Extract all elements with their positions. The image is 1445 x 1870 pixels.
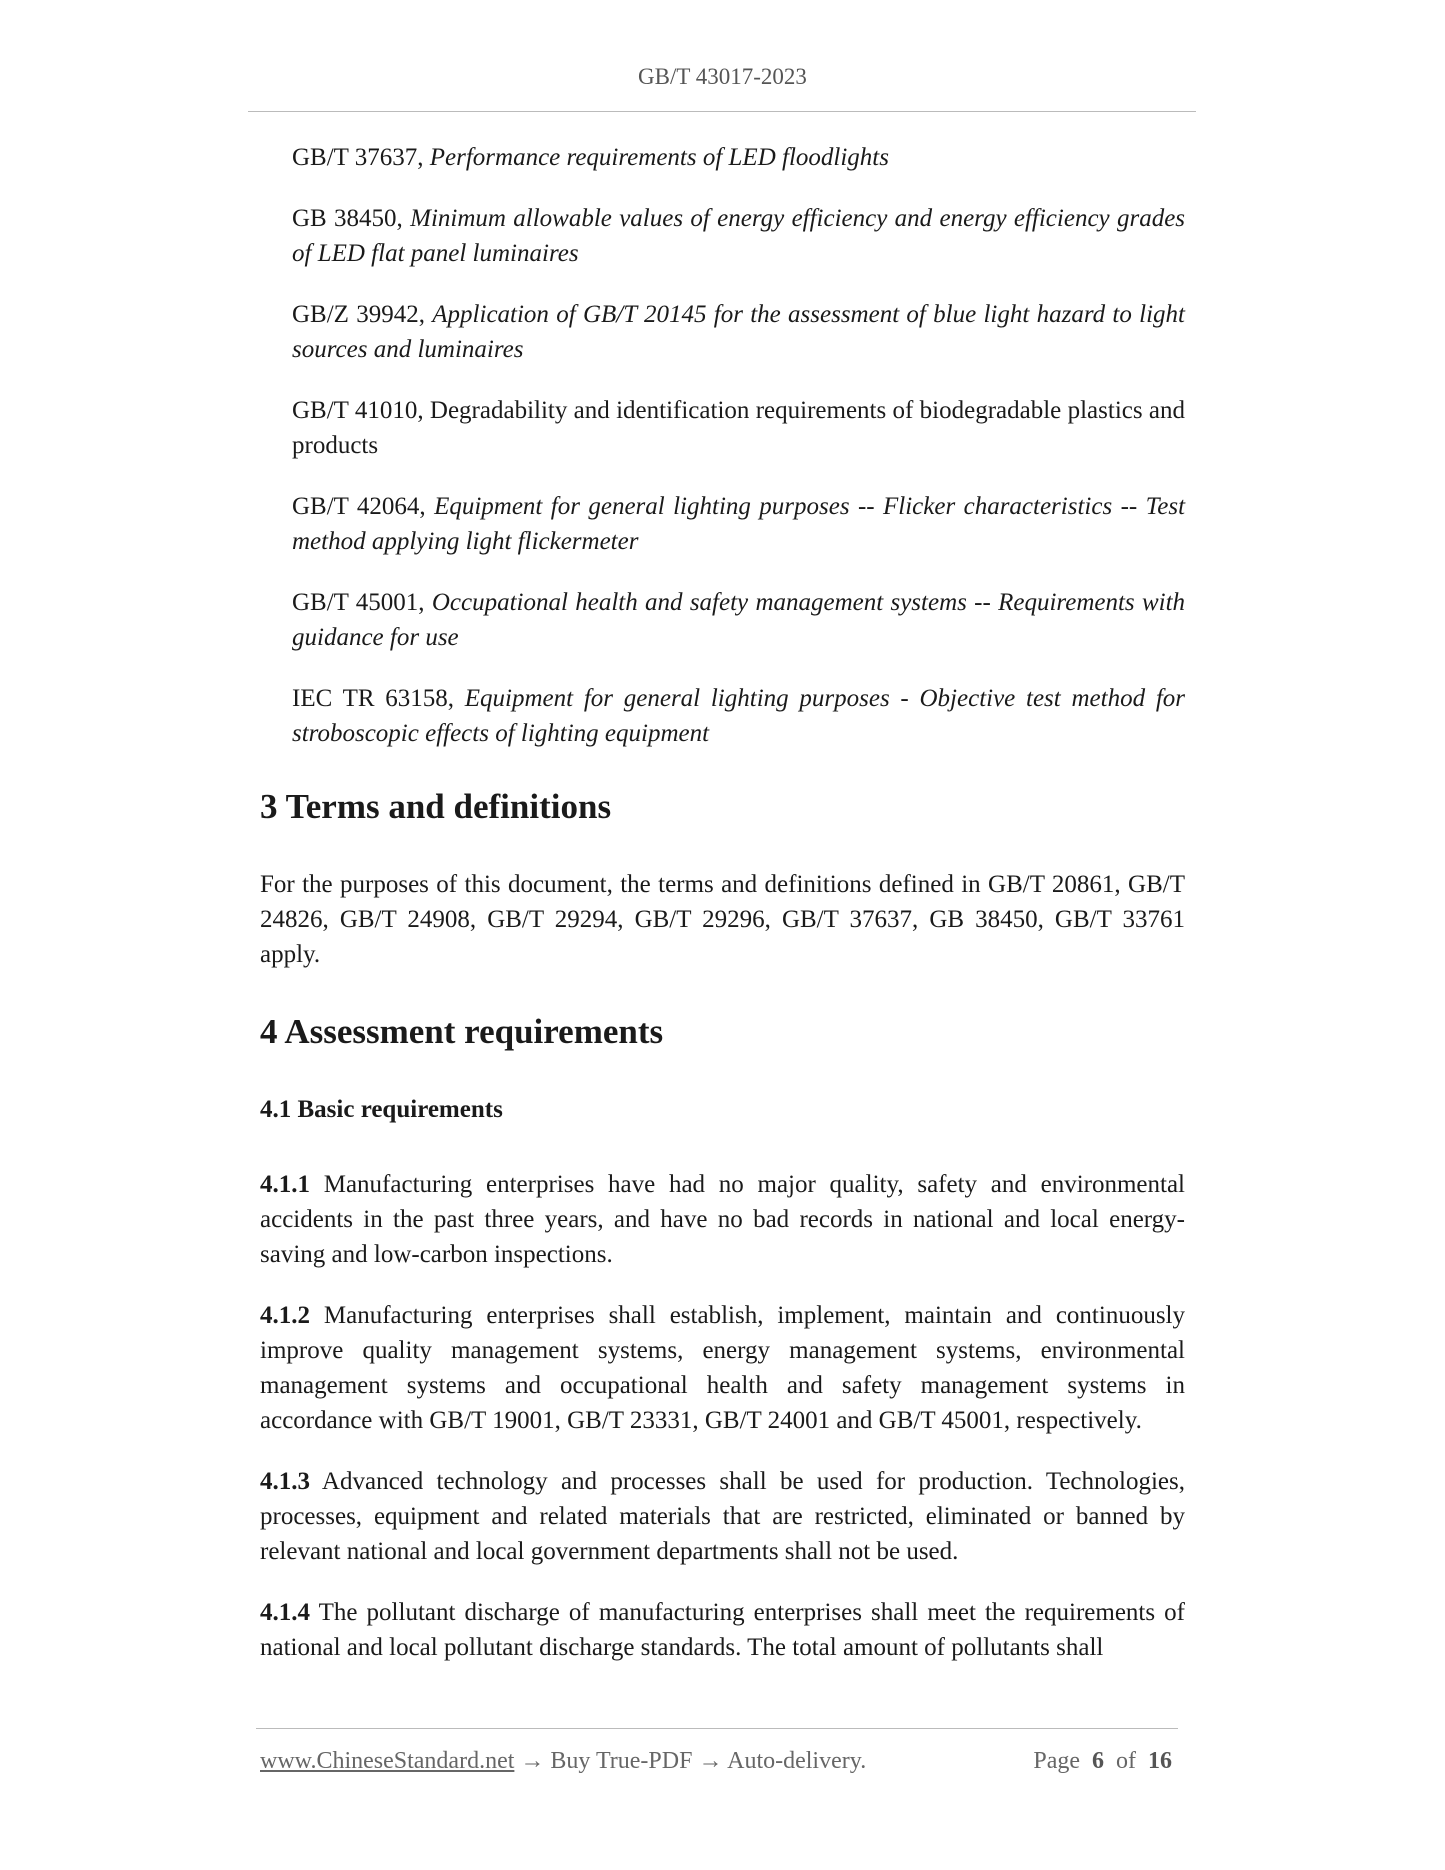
website-link[interactable]: www.ChineseStandard.net (260, 1748, 515, 1774)
reference-code: GB/Z 39942, (292, 301, 425, 328)
reference-item (292, 585, 1185, 655)
clause-number: 4.1.4 (260, 1599, 310, 1626)
reference-title: Equipment for general lighting purposes - Objective test method for stroboscopic effects of lighting equipment (292, 685, 1186, 747)
clause-item (260, 1595, 1185, 1665)
reference-code: GB/T 37637, (292, 144, 424, 171)
clause-text: Manufacturing enterprises have had no major quality, safety and environmental accidents in the past three years, and have no bad records in national and local energy-saving and low-carbon inspections. (260, 1171, 1185, 1268)
page-indicator (1033, 1748, 1172, 1775)
section-3-heading: 3 Terms and definitions (260, 787, 612, 826)
section-3-text: For the purposes of this document, the terms and definitions defined in GB/T 20861, GB/T 24826, GB/T 24908, GB/T 29294, GB/T 29296, GB/T 37637, GB 38450, GB/T 33761 apply. (260, 871, 1185, 968)
clause-text: Advanced technology and processes shall be used for production. Technologies, processes, equipment and related materials that are restricted, eliminated or banned by relevant national and local government departments shall not be used. (260, 1468, 1185, 1565)
reference-title: Degradability and identification requirements of biodegradable plastics and products (292, 397, 1186, 459)
footer-divider (256, 1728, 1178, 1729)
reference-item (292, 489, 1185, 559)
page-body (260, 140, 1185, 1691)
of-label: of (1116, 1748, 1136, 1774)
reference-item (292, 140, 1185, 175)
footer-promo-text: → Buy True-PDF → Auto-delivery. (514, 1748, 867, 1774)
section-4-heading: 4 Assessment requirements (260, 1012, 664, 1051)
reference-item (292, 201, 1185, 271)
page-total: 16 (1148, 1748, 1172, 1774)
clause-number: 4.1.3 (260, 1468, 310, 1495)
clause-number: 4.1.2 (260, 1302, 310, 1329)
reference-item (292, 297, 1185, 367)
reference-title: Performance requirements of LED floodlights (429, 144, 889, 171)
reference-code: GB/T 45001, (292, 589, 425, 616)
reference-title: Application of GB/T 20145 for the assessment of blue light hazard to light sources and luminaires (292, 301, 1185, 363)
subsection-4-1-heading: 4.1 Basic requirements (260, 1096, 503, 1123)
reference-list (260, 140, 1185, 751)
clause-list (260, 1167, 1185, 1665)
clause-item (260, 1298, 1185, 1438)
reference-title: Occupational health and safety management systems -- Requirements with guidance for use (292, 589, 1186, 651)
reference-title: Minimum allowable values of energy efficiency and energy efficiency grades of LED flat panel luminaires (292, 205, 1186, 267)
reference-item (292, 681, 1185, 751)
clause-number: 4.1.1 (260, 1171, 310, 1198)
page-number: 6 (1092, 1748, 1104, 1774)
reference-item (292, 393, 1185, 463)
reference-code: IEC TR 63158, (292, 685, 455, 712)
clause-text: The pollutant discharge of manufacturing enterprises shall meet the requirements of national and local pollutant discharge standards. The total amount of pollutants shall (260, 1599, 1185, 1661)
clause-item (260, 1464, 1185, 1569)
footer-promo (260, 1748, 866, 1775)
clause-item (260, 1167, 1185, 1272)
reference-code: GB/T 42064, (292, 493, 426, 520)
reference-code: GB/T 41010, (292, 397, 424, 424)
reference-code: GB 38450, (292, 205, 403, 232)
header-divider (248, 111, 1196, 112)
page-label: Page (1033, 1748, 1080, 1774)
reference-title: Equipment for general lighting purposes -- Flicker characteristics -- Test method applying light flickermeter (292, 493, 1186, 555)
running-header: GB/T 43017-2023 (638, 64, 807, 89)
clause-text: Manufacturing enterprises shall establish, implement, maintain and continuously improve quality management systems, energy management systems, environmental management systems and occupational health and safety management systems in accordance with GB/T 19001, GB/T 23331, GB/T 24001 and GB/T 45001, respectively. (260, 1302, 1185, 1434)
